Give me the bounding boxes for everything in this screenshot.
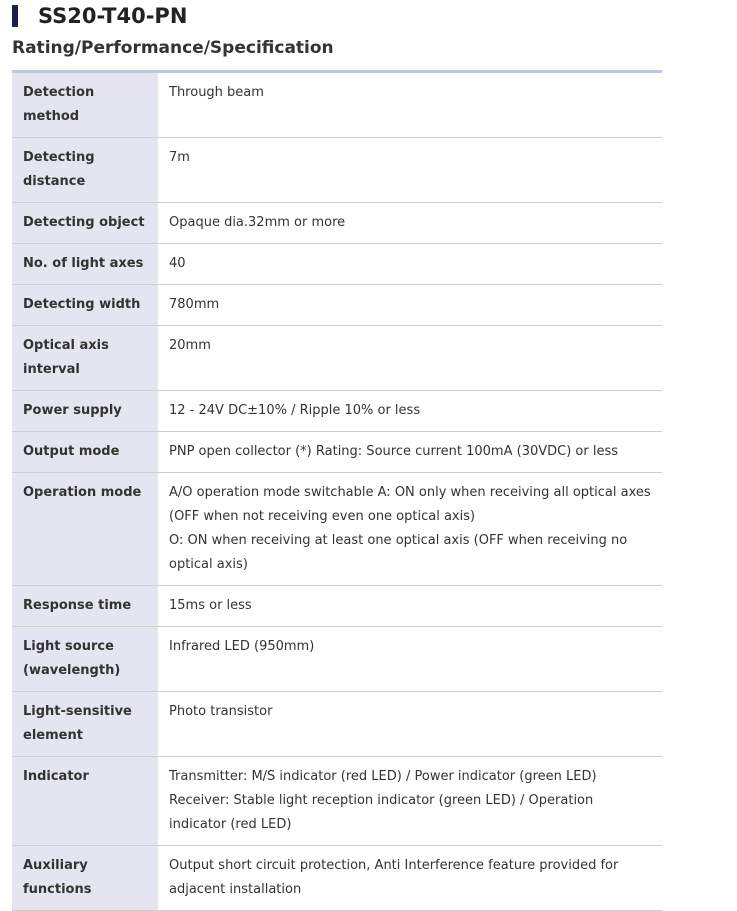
spec-value bbox=[158, 846, 662, 911]
spec-label: Power supply bbox=[12, 391, 158, 432]
spec-value bbox=[158, 285, 662, 326]
spec-row bbox=[12, 203, 662, 244]
spec-value-line: Receiver: Stable light reception indicator (green LED) / Operation indicator (red LED) bbox=[169, 793, 594, 832]
spec-label: Response time bbox=[12, 586, 158, 627]
spec-value bbox=[158, 432, 662, 473]
spec-value-line: 40 bbox=[169, 256, 186, 271]
spec-label: Optical axis interval bbox=[12, 326, 158, 391]
spec-label: Operation mode bbox=[12, 473, 158, 586]
model-title-accent-bar bbox=[12, 5, 18, 27]
spec-label: Detecting distance bbox=[12, 138, 158, 203]
spec-value-line: Infrared LED (950mm) bbox=[169, 639, 315, 654]
spec-row bbox=[12, 627, 662, 692]
spec-row bbox=[12, 586, 662, 627]
spec-value bbox=[158, 391, 662, 432]
spec-row bbox=[12, 138, 662, 203]
spec-row bbox=[12, 757, 662, 846]
spec-row bbox=[12, 326, 662, 391]
spec-value-line: Through beam bbox=[169, 85, 264, 100]
spec-row bbox=[12, 391, 662, 432]
spec-label: Output mode bbox=[12, 432, 158, 473]
spec-value bbox=[158, 692, 662, 757]
spec-value bbox=[158, 473, 662, 586]
spec-label: Light source (wavelength) bbox=[12, 627, 158, 692]
spec-row bbox=[12, 473, 662, 586]
spec-row bbox=[12, 846, 662, 911]
spec-table-body bbox=[12, 72, 662, 911]
spec-label: Detecting width bbox=[12, 285, 158, 326]
spec-label: Auxiliary functions bbox=[12, 846, 158, 911]
spec-value-line: 12 - 24V DC±10% / Ripple 10% or less bbox=[169, 403, 421, 418]
spec-value-line: 7m bbox=[169, 150, 190, 165]
spec-label: Detecting object bbox=[12, 203, 158, 244]
spec-table bbox=[12, 70, 662, 911]
model-header bbox=[12, 4, 187, 28]
spec-label: No. of light axes bbox=[12, 244, 158, 285]
spec-value bbox=[158, 203, 662, 244]
section-title: Rating/Performance/Specification bbox=[12, 38, 334, 58]
spec-value-line: O: ON when receiving at least one optical axis (OFF when receiving no optical axis) bbox=[169, 533, 628, 572]
spec-value-line: PNP open collector (*) Rating: Source current 100mA (30VDC) or less bbox=[169, 444, 619, 459]
model-title: SS20-T40-PN bbox=[38, 4, 188, 28]
spec-value bbox=[158, 244, 662, 285]
spec-value-line: 15ms or less bbox=[169, 598, 252, 613]
spec-label: Indicator bbox=[12, 757, 158, 846]
spec-value bbox=[158, 326, 662, 391]
spec-value-line: Photo transistor bbox=[169, 704, 273, 719]
spec-value bbox=[158, 757, 662, 846]
spec-label: Detection method bbox=[12, 72, 158, 138]
spec-value-line: Output short circuit protection, Anti Interference feature provided for adjacent installation bbox=[169, 858, 619, 897]
spec-row bbox=[12, 72, 662, 138]
spec-row bbox=[12, 285, 662, 326]
spec-value bbox=[158, 627, 662, 692]
spec-row bbox=[12, 692, 662, 757]
spec-label: Light-sensitive element bbox=[12, 692, 158, 757]
spec-value bbox=[158, 72, 662, 138]
spec-row bbox=[12, 244, 662, 285]
spec-value bbox=[158, 586, 662, 627]
spec-row bbox=[12, 432, 662, 473]
spec-value bbox=[158, 138, 662, 203]
spec-value-line: Opaque dia.32mm or more bbox=[169, 215, 346, 230]
spec-value-line: Transmitter: M/S indicator (red LED) / Power indicator (green LED) bbox=[169, 769, 597, 784]
spec-value-line: 20mm bbox=[169, 338, 211, 353]
spec-value-line: A/O operation mode switchable A: ON only when receiving all optical axes (OFF when not receiving even one optical axis) bbox=[169, 485, 651, 524]
spec-value-line: 780mm bbox=[169, 297, 220, 312]
